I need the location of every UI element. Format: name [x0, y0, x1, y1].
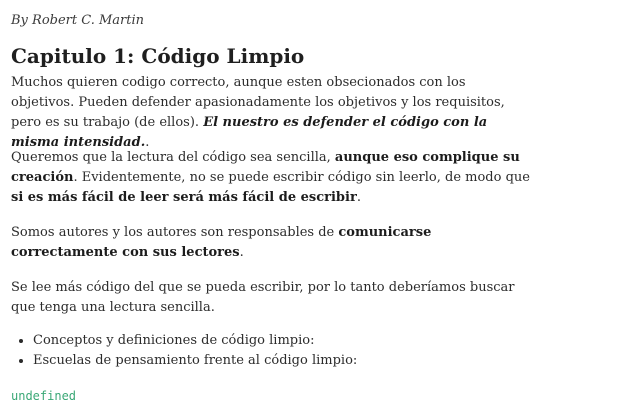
- bold-text: aunque eso complique su creación: [11, 150, 520, 185]
- emphasis-text: El nuestro es defender el código con la misma intensidad.: [11, 115, 488, 150]
- paragraph-text: .: [239, 245, 244, 260]
- undefined-code-text: undefined: [11, 389, 77, 403]
- bold-text: si es más fácil de leer será más fácil de escribir: [11, 190, 357, 205]
- author-byline: By Robert C. Martin: [11, 13, 145, 28]
- paragraph-readability: [11, 148, 531, 208]
- paragraph-text: . Evidentemente, no se puede escribir código sin leerlo, de modo que: [73, 170, 530, 185]
- paragraph-text: Se lee más código del que se pueda escribir, por lo tanto deberíamos buscar que tenga una lectura sencilla.: [11, 280, 515, 315]
- paragraph-authors: [11, 223, 531, 263]
- paragraph-objectives: [11, 73, 531, 153]
- paragraph-text: .: [145, 135, 150, 150]
- paragraph-text: Muchos quieren codigo correcto, aunque esten obsecionados con los objetivos. Pueden defender apasionadamente los objetivos y los requisitos, pero es su trabajo (de ellos).: [11, 75, 505, 130]
- paragraph-text: Somos autores y los autores son responsables de: [11, 225, 339, 240]
- paragraph-text: Queremos que la lectura del código sea sencilla,: [11, 150, 335, 165]
- chapter-heading: Capitulo 1: Código Limpio: [11, 44, 305, 68]
- list-item: • Conceptos y definiciones de código limpio:: [33, 331, 357, 351]
- paragraph-reading: [11, 278, 531, 318]
- paragraph-text: .: [356, 190, 361, 205]
- list-item: • Escuelas de pensamiento frente al código limpio:: [33, 351, 357, 371]
- bullet-list: [11, 331, 357, 371]
- bold-text: comunicarse correctamente con sus lectores: [11, 225, 432, 260]
